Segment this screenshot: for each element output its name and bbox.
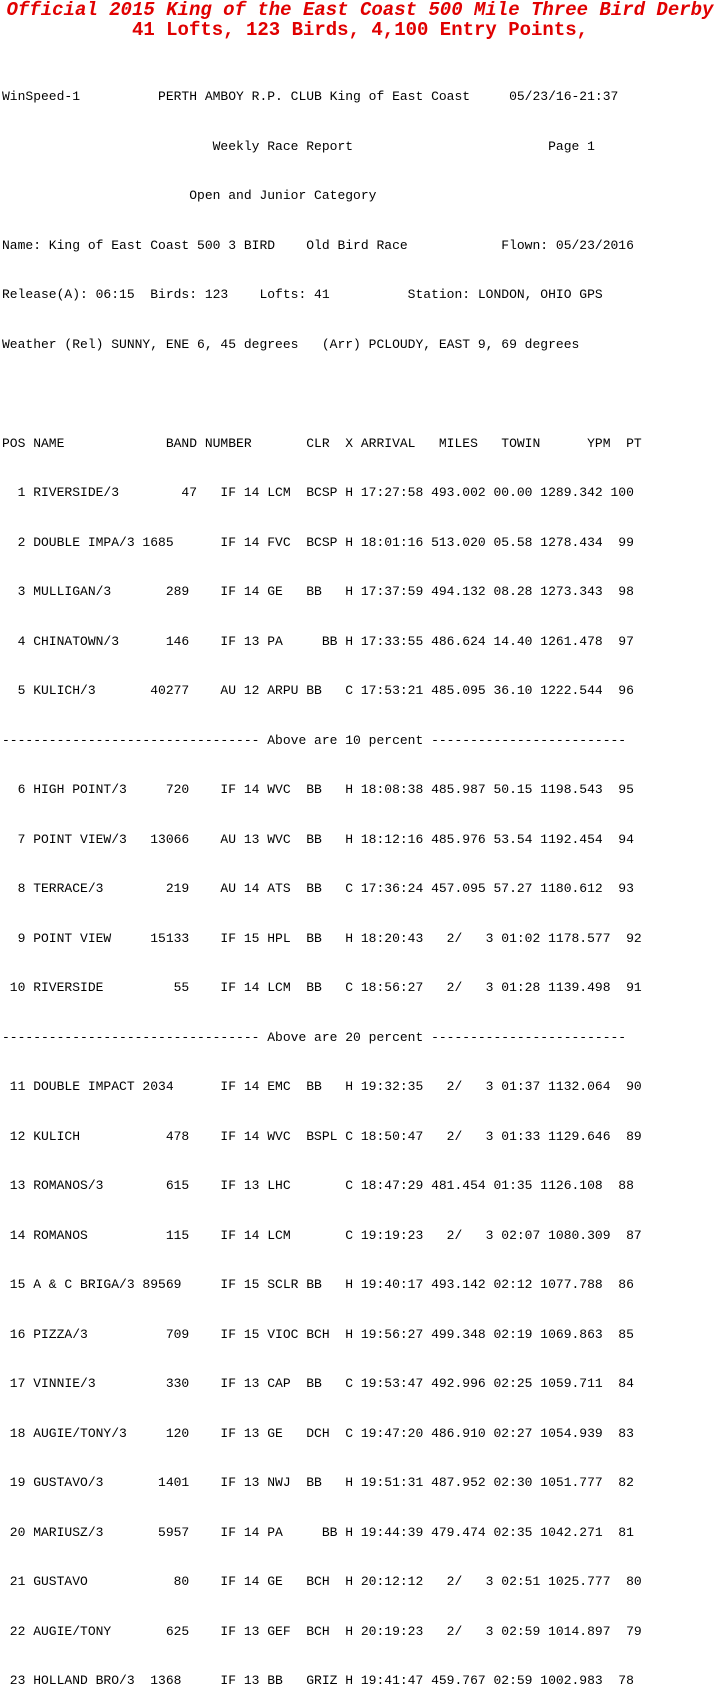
table-row: 12 KULICH 478 IF 14 WVC BSPL C 18:50:47 2/ 3 01:33 1129.646 89 [2, 1128, 642, 1144]
title-line-2: 41 Lofts, 123 Birds, 4,100 Entry Points, [131, 19, 589, 41]
table-row: 20 MARIUSZ/3 5957 IF 14 PA BB H 19:44:39 479.474 02:35 1042.271 81 [2, 1524, 634, 1540]
table-row: 21 GUSTAVO 80 IF 14 GE BCH H 20:12:12 2/ 3 02:51 1025.777 80 [2, 1574, 642, 1589]
header-line: Release(A): 06:15 Birds: 123 Lofts: 41 Station: LONDON, OHIO GPS [2, 287, 603, 302]
table-row: 5 KULICH/3 40277 AU 12 ARPU BB C 17:53:21 485.095 36.10 1222.544 96 [2, 683, 634, 698]
table-row: 6 HIGH POINT/3 720 IF 14 WVC BB H 18:08:38 485.987 50.15 1198.543 95 [2, 782, 634, 797]
blank-line [2, 386, 642, 403]
column-header: POS NAME BAND NUMBER CLR X ARRIVAL MILES TOWIN YPM PT [2, 435, 642, 451]
title-line-1: Official 2015 King of the East Coast 500 Mile Three Bird Derby [6, 0, 714, 21]
percent-divider: --------------------------------- Above are 20 percent ------------------------- [2, 1029, 627, 1045]
table-row: 22 AUGIE/TONY 625 IF 13 GEF BCH H 20:19:23 2/ 3 02:59 1014.897 79 [2, 1623, 642, 1639]
table-row: 9 POINT VIEW 15133 IF 15 HPL BB H 18:20:43 2/ 3 01:02 1178.577 92 [2, 930, 642, 946]
table-row: 13 ROMANOS/3 615 IF 13 LHC C 18:47:29 481.454 01:35 1126.108 88 [2, 1178, 634, 1193]
report-title [0, 0, 720, 40]
percent-divider: --------------------------------- Above are 10 percent ------------------------- [2, 732, 627, 748]
table-row: 8 TERRACE/3 219 AU 14 ATS BB C 17:36:24 457.095 57.27 1180.612 93 [2, 881, 634, 896]
header-line: WinSpeed-1 PERTH AMBOY R.P. CLUB King of East Coast 05/23/16-21:37 [2, 89, 619, 104]
table-row: 23 HOLLAND BRO/3 1368 IF 13 BB GRIZ H 19:41:47 459.767 02:59 1002.983 78 [2, 1673, 634, 1688]
header-line: Weather (Rel) SUNNY, ENE 6, 45 degrees (Arr) PCLOUDY, EAST 9, 69 degrees [2, 336, 580, 352]
table-row: 3 MULLIGAN/3 289 IF 14 GE BB H 17:37:59 494.132 08.28 1273.343 98 [2, 584, 634, 599]
table-row: 11 DOUBLE IMPACT 2034 IF 14 EMC BB H 19:32:35 2/ 3 01:37 1132.064 90 [2, 1079, 642, 1094]
table-row: 18 AUGIE/TONY/3 120 IF 13 GE DCH C 19:47:20 486.910 02:27 1054.939 83 [2, 1425, 634, 1441]
table-row: 17 VINNIE/3 330 IF 13 CAP BB C 19:53:47 492.996 02:25 1059.711 84 [2, 1376, 634, 1391]
race-report [2, 56, 642, 1706]
table-row: 4 CHINATOWN/3 146 IF 13 PA BB H 17:33:55 486.624 14.40 1261.478 97 [2, 633, 634, 649]
table-row: 10 RIVERSIDE 55 IF 14 LCM BB C 18:56:27 2/ 3 01:28 1139.498 91 [2, 980, 642, 995]
table-row: 7 POINT VIEW/3 13066 AU 13 WVC BB H 18:12:16 485.976 53.54 1192.454 94 [2, 831, 634, 847]
table-row: 2 DOUBLE IMPA/3 1685 IF 14 FVC BCSP H 18:01:16 513.020 05.58 1278.434 99 [2, 534, 634, 550]
table-row: 14 ROMANOS 115 IF 14 LCM C 19:19:23 2/ 3 02:07 1080.309 87 [2, 1227, 642, 1243]
header-line: Name: King of East Coast 500 3 BIRD Old Bird Race Flown: 05/23/2016 [2, 237, 634, 253]
table-row: 15 A & C BRIGA/3 89569 IF 15 SCLR BB H 19:40:17 493.142 02:12 1077.788 86 [2, 1277, 634, 1292]
table-row: 1 RIVERSIDE/3 47 IF 14 LCM BCSP H 17:27:58 493.002 00.00 1289.342 100 [2, 485, 634, 500]
header-line: Weekly Race Report Page 1 [2, 138, 595, 154]
header-line: Open and Junior Category [2, 188, 377, 203]
table-row: 19 GUSTAVO/3 1401 IF 13 NWJ BB H 19:51:31 487.952 02:30 1051.777 82 [2, 1475, 634, 1490]
table-row: 16 PIZZA/3 709 IF 15 VIOC BCH H 19:56:27 499.348 02:19 1069.863 85 [2, 1326, 634, 1342]
